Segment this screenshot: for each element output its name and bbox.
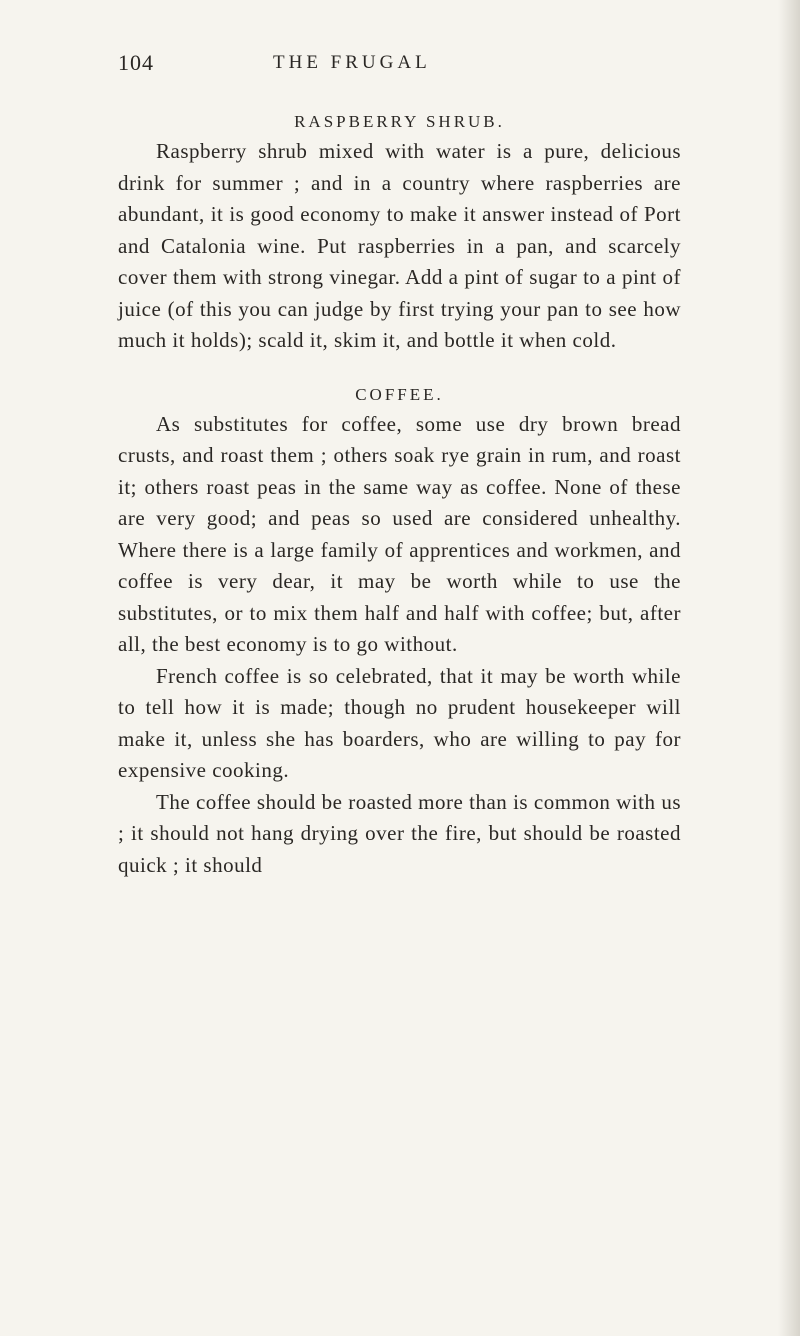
section-heading-raspberry-shrub: RASPBERRY SHRUB. — [294, 112, 505, 131]
section-heading-coffee: COFFEE. — [355, 384, 444, 404]
paragraph-coffee-roasting: The coffee should be roasted more than is common with us ; it should not hang drying over the fire, but should be roasted quick ; it should — [118, 789, 681, 877]
paragraph-french-coffee: French coffee is so celebrated, that it may be worth while to tell how it is made; though no prudent housekeeper will make it, unless she has boarders, who are willing to pay for expensive cooking. — [118, 663, 681, 782]
running-head — [118, 50, 796, 90]
book-page — [118, 50, 796, 881]
page-number: 104 — [118, 50, 154, 75]
paragraph-coffee-substitutes: As substitutes for coffee, some use dry brown bread crusts, and roast them ; others soak rye grain in rum, and roast it; others roast peas in the same way as coffee. None of these are very good; and peas so used are considered unhealthy. Where there is a large family of apprentices and workmen, and coffee is very dear, it may be worth while to use the substitutes, or to mix them half and half with coffee; but, after all, the best economy is to go without. — [118, 411, 681, 656]
running-title: THE FRUGAL — [273, 52, 431, 73]
paragraph-raspberry-shrub: Raspberry shrub mixed with water is a pure, delicious drink for summer ; and in a country where raspberries are abundant, it is good economy to make it answer instead of Port and Catalonia wine. Put raspberries in a pan, and scarcely cover them with strong vinegar. Add a pint of sugar to a pint of juice (of this you can judge by first trying your pan to see how much it holds); scald it, skim it, and bottle it when cold. — [118, 139, 681, 352]
